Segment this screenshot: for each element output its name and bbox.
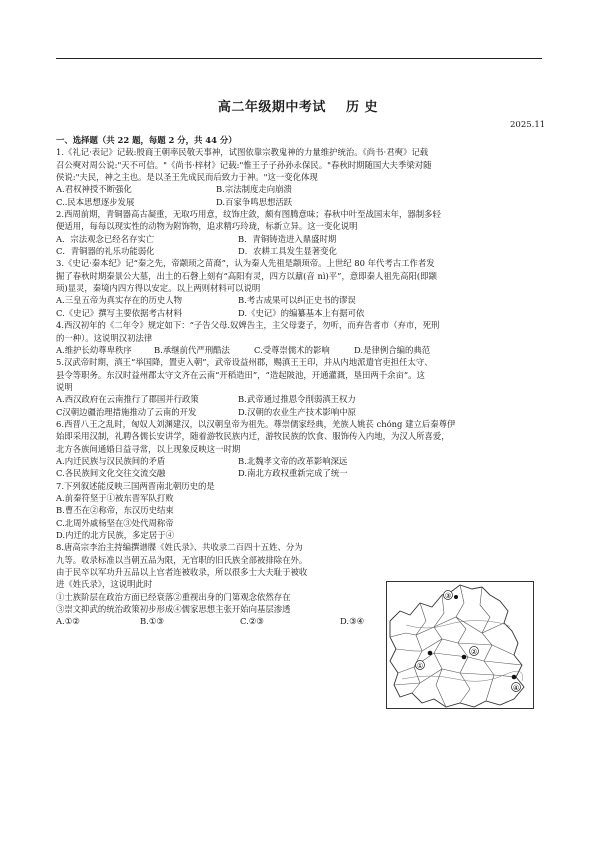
- option-b: B.考古成果可以纠正史书的谬误: [238, 295, 356, 306]
- statement-line: ①士族阶层在政治方面已经衰落②重视出身的门第观念依然存在: [56, 591, 291, 602]
- header-rule: [56, 58, 542, 59]
- option-a: A．宗法观念已经名存实亡: [56, 233, 155, 244]
- question-stem-line: 始即采用汉制，礼聘各儒长安讲学，随着游牧民族内迁，游牧民族的饮食、服饰传入内地，为汉人所喜爱，: [56, 431, 450, 442]
- statement-line: ③崇文抑武的统治政策初步形成④儒家思想主张开始向基层渗透: [56, 604, 291, 615]
- question-stem-line: 县令等职务。东汉时益州郡太守文齐在云南“开稻造田”，“造起陂池，开通灌溉，垦田两千余亩”。这: [56, 369, 425, 380]
- question-stem-line: 6.西晋八王之乱时，匈奴人刘渊建汉，以汉朝皇帝为祖先。尊崇儒家经典，羌族人姚苌 chóng 建立后秦尊伊: [56, 418, 456, 429]
- option-a: A.维护长幼尊卑秩序: [56, 344, 132, 355]
- option-b: B.曹丕在②称帝，东汉历史结束: [56, 505, 174, 516]
- option-a: A.三皇五帝为真实存在的历史人物: [56, 295, 182, 306]
- option-a: A.君权神授不断强化: [56, 184, 132, 195]
- option-d: D．农耕工具发生显著变化: [238, 246, 337, 257]
- option-d: D.汉朝的农业生产技术影响中原: [238, 406, 356, 417]
- map-svg: [386, 581, 534, 709]
- option-c: C.《史记》撰写主要依据考古材料: [56, 307, 183, 318]
- question-stem-line: 7.下列叙述能反映三国两晋南北朝历史的是: [56, 480, 215, 491]
- question-stem-line: 掘了春秋时期秦景公大墓，出土的石磬上刻有“高阳有灵，四方以鼐(音 nì)平”，意即秦人祖先高阳(即颛: [56, 270, 437, 281]
- question-stem-line: 说明: [56, 381, 73, 392]
- question-7: [56, 480, 544, 542]
- option-d: D.内迁的北方民族，多定居于④: [56, 530, 174, 540]
- question-stem-line: 北方各族间通婚日益寻常，以上现象反映这一时期: [56, 443, 241, 454]
- question-2: [56, 208, 544, 257]
- question-stem-line: 的一种）。这说明汉初法律: [56, 332, 153, 343]
- option-a: A.西汉政府在云南推行了郡国并行政策: [56, 394, 199, 405]
- svg-text:③: ③: [444, 592, 452, 600]
- option-c: C.各民族间文化交往交流交融: [56, 468, 166, 479]
- historical-map: [386, 581, 534, 709]
- question-stem-line: 1.《礼记·表记》记载:殷商王朝率民敬天事神，试图依靠宗教鬼神的力量维护统治。《尚书·君奭》记载: [56, 147, 429, 158]
- section-heading: 一、选择题（共 22 题，每题 2 分，共 44 分）: [56, 135, 237, 145]
- exam-title: 高二年级期中考试 历 史: [217, 100, 379, 115]
- question-stem-line: 召公奭对周公说:"天不可信。"《尚书·梓材》记载:"惟王子子孙孙永保民。"春秋时期随国大夫季梁对随: [56, 159, 432, 170]
- option-a: A.①②: [56, 616, 80, 627]
- option-b: B．青铜铸造进入鼎盛时期: [238, 233, 337, 244]
- question-6: [56, 418, 544, 480]
- option-d: D.《史记》的编纂基本上有据可依: [238, 307, 365, 318]
- exam-content: [56, 134, 544, 628]
- question-stem-line: 顼)显灵，秦境内四方得以安定。以上两则材料可以说明: [56, 283, 261, 294]
- question-stem-line: 由于民卒以军功升五品以上官者连被收录，所以很多士大夫耻于被收: [56, 567, 308, 578]
- question-3: [56, 257, 544, 319]
- option-c: C..民本思想逐步发展: [56, 196, 135, 207]
- question-stem-line: 便适用，每每以现实性的动物为附饰物，追求精巧玲珑，标新立异。这一变化说明: [56, 221, 358, 232]
- option-a: A.前秦符坚于①被东晋军队打败: [56, 492, 174, 503]
- option-c: C.受尊崇儒术的影响: [254, 344, 330, 355]
- question-stem-line: 4.西汉初年的《二年令》规定如下：“子告父母.奴婢告主，主父母妻子，勿听，而弃告者市（弃市，死刑: [56, 320, 440, 331]
- option-d: D.是律例合编的典范: [354, 344, 431, 355]
- option-c: C汉朝边疆治理措施推动了云南的开发: [56, 406, 197, 417]
- question-stem-line: 8.唐高宗李治主持编撰谱牒《姓氏录》、共收录二百四十五姓、分为: [56, 542, 303, 553]
- question-stem-line: 侯说:"夫民，神之主也。是以圣王先成民而后致力于神。"这一变化体现: [56, 172, 318, 183]
- option-c: C．青铜器的礼乐功能弱化: [56, 246, 155, 257]
- question-stem-line: 5.汉武帝时期，滇王“举国降，置吏入朝”，武帝设益州郡，赐滇王王印，并从内地派遣官吏担任太守、: [56, 357, 433, 368]
- option-b: B.北魏孝文帝的改革影响深远: [238, 455, 348, 466]
- question-1: [56, 146, 544, 208]
- question-stem-line: 2.西周前期，青铜器高古凝重，无取巧用意，纹饰庄敛，颇有图腾意味；春秋中叶至战国末年，器制多轻: [56, 209, 441, 220]
- option-b: B.①③: [140, 616, 164, 627]
- question-stem-line: 九等。收录标准以当朝五品为限，无官职的旧氏族全部被排除在外。: [56, 554, 308, 565]
- question-4: [56, 319, 544, 356]
- exam-date: 2025.11: [510, 120, 546, 130]
- question-5: [56, 356, 544, 418]
- svg-text:④: ④: [512, 684, 520, 692]
- option-b: B.武帝通过推恩令削弱滇王权力: [238, 394, 356, 405]
- option-d: D.南北方政权重新完成了统一: [238, 468, 348, 479]
- option-d: D.③④: [340, 616, 365, 627]
- svg-text:②: ②: [470, 648, 478, 656]
- question-stem-line: 3.《史记·秦本纪》记“秦之先，帝颛顼之苗裔”，认为秦人先祖是颛顼帝。上世纪 80 年代考古工作者发: [56, 258, 435, 269]
- question-stem-line: 进《姓氏录》，这说明此时: [56, 579, 153, 590]
- option-c: C.②③: [240, 616, 264, 627]
- option-b: B.宗法制度走向崩溃: [216, 184, 292, 195]
- option-d: D.百家争鸣思想活跃: [216, 196, 293, 207]
- svg-text:①: ①: [416, 662, 424, 670]
- option-b: B.承继前代严刑酷法: [154, 344, 230, 355]
- option-a: A.内迁民族与汉民族间的矛盾: [56, 455, 166, 466]
- option-c: C.北周外戚杨坚在③处代周称帝: [56, 517, 174, 528]
